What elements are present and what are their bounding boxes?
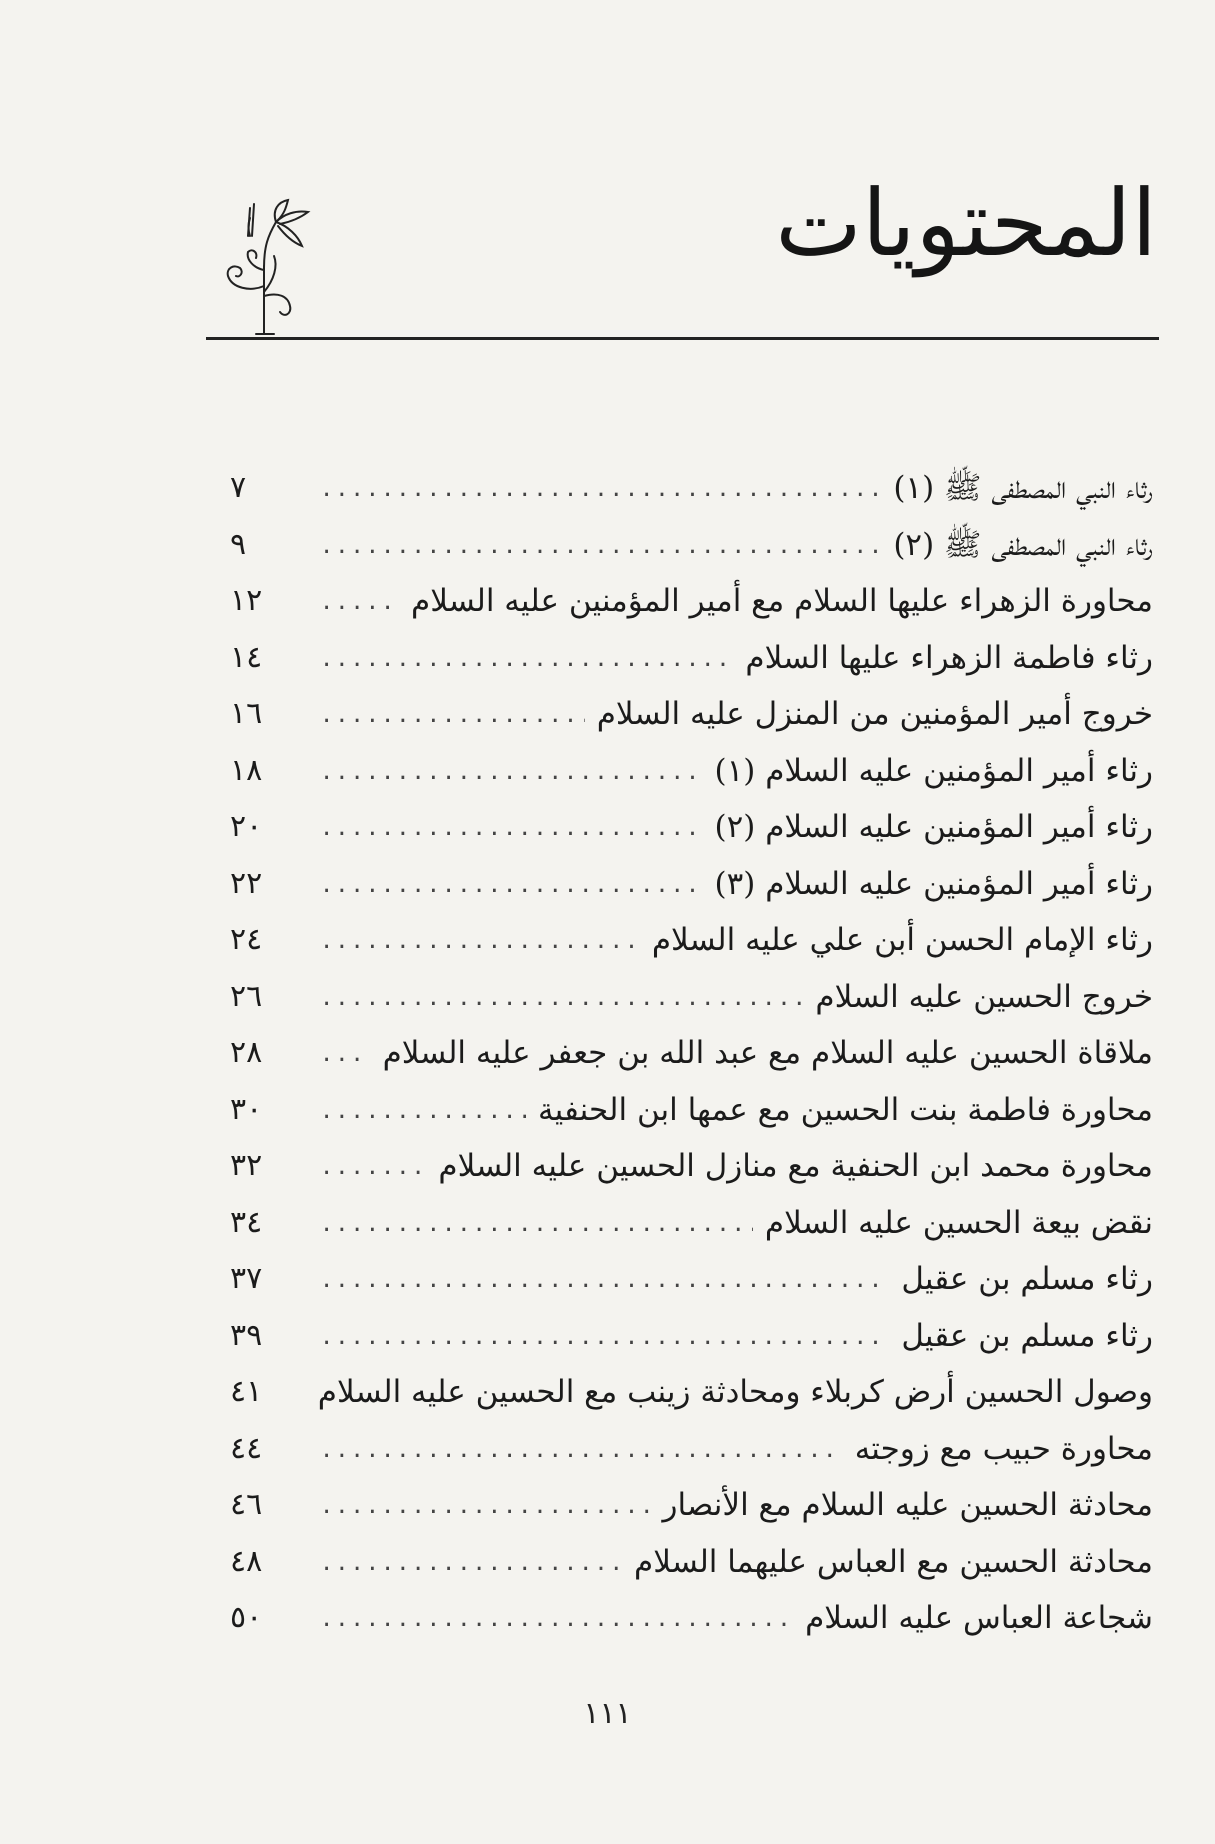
entry-title: محاورة فاطمة بنت الحسين مع عمها ابن الحنفية [526, 1090, 1153, 1130]
entry-page-number: ١٦ [230, 696, 263, 731]
entry-page-number: ٥٠ [230, 1600, 263, 1635]
entry-page-number: ٤٦ [230, 1487, 263, 1522]
entry-page-number: ١٤ [230, 639, 263, 675]
entry-title: رثاء فاطمة الزهراء عليها السلام [733, 638, 1153, 678]
toc-entry[interactable] [0, 745, 1215, 802]
entry-page-number: ٢٠ [230, 809, 263, 844]
entry-page-number: ٢٦ [230, 978, 263, 1014]
entry-title: وصول الحسين أرض كربلاء ومحادثة زينب مع الحسين عليه السلام [306, 1372, 1153, 1412]
entry-page-number: ٣٧ [230, 1261, 263, 1296]
toc-entry[interactable] [0, 1536, 1215, 1593]
entry-page-number: ٢٨ [230, 1035, 263, 1070]
entry-title: رثاء أمير المؤمنين عليه السلام (١) [703, 751, 1153, 791]
toc-entry[interactable] [0, 1084, 1215, 1141]
header-rule [206, 337, 1159, 340]
entry-page-number: ٩ [230, 526, 247, 562]
toc-entry[interactable] [0, 519, 1215, 576]
toc-entry[interactable] [0, 1366, 1215, 1423]
entry-title: رثاء الإمام الحسن أبن علي عليه السلام [640, 920, 1153, 960]
entry-page-number: ٣٢ [230, 1148, 263, 1183]
entry-title: رثاء النبي المصطفى ﷺ (١) [881, 468, 1153, 508]
toc-entry[interactable] [0, 688, 1215, 745]
entry-page-number: ٤١ [230, 1374, 263, 1409]
entry-page-number: ١٨ [230, 752, 263, 788]
entry-title: خروج الحسين عليه السلام [803, 977, 1153, 1017]
entry-title: شجاعة العباس عليه السلام [793, 1598, 1153, 1638]
entry-page-number: ٢٢ [230, 865, 263, 901]
toc-entry[interactable] [0, 858, 1215, 915]
entry-title: رثاء مسلم بن عقيل [889, 1259, 1153, 1299]
toc-entry[interactable] [0, 1423, 1215, 1480]
entry-page-number: ٤٤ [230, 1430, 263, 1466]
entry-page-number: ٣٠ [230, 1091, 263, 1127]
toc-entry[interactable] [0, 575, 1215, 632]
entry-page-number: ٧ [230, 470, 247, 505]
entry-page-number: ٤٨ [230, 1543, 263, 1579]
toc-entry[interactable] [0, 1592, 1215, 1649]
entry-title: محاورة محمد ابن الحنفية مع منازل الحسين عليه السلام [426, 1146, 1153, 1186]
toc-entry[interactable] [0, 1197, 1215, 1254]
toc-entry[interactable] [0, 1253, 1215, 1310]
page-title: المحتويات [775, 170, 1157, 277]
entry-title: ملاقاة الحسين عليه السلام مع عبد الله بن جعفر عليه السلام [371, 1033, 1153, 1073]
toc-entry[interactable] [0, 1027, 1215, 1084]
entry-page-number: ٣٩ [230, 1317, 263, 1353]
entry-title: محادثة الحسين عليه السلام مع الأنصار [650, 1485, 1153, 1525]
entry-title: رثاء أمير المؤمنين عليه السلام (٣) [703, 864, 1153, 904]
entry-title: رثاء النبي المصطفى ﷺ (٢) [881, 525, 1153, 565]
toc-entry[interactable] [0, 801, 1215, 858]
footer-page-number: ١١١ [583, 1696, 632, 1731]
toc-entry[interactable] [0, 1479, 1215, 1536]
entry-page-number: ٢٤ [230, 922, 263, 957]
entry-title: رثاء أمير المؤمنين عليه السلام (٢) [703, 807, 1153, 847]
table-of-contents [0, 462, 1215, 1649]
toc-entry[interactable] [0, 632, 1215, 689]
entry-title: محادثة الحسين مع العباس عليهما السلام [622, 1542, 1153, 1582]
toc-entry[interactable] [0, 914, 1215, 971]
toc-entry[interactable] [0, 1310, 1215, 1367]
entry-title: محاورة حبيب مع زوجته [843, 1429, 1153, 1469]
entry-page-number: ١٢ [230, 583, 263, 618]
entry-title: محاورة الزهراء عليها السلام مع أمير المؤمنين عليه السلام [399, 581, 1153, 621]
toc-entry[interactable] [0, 971, 1215, 1028]
entry-title: خروج أمير المؤمنين من المنزل عليه السلام [585, 694, 1153, 734]
entry-title: رثاء مسلم بن عقيل [889, 1316, 1153, 1356]
entry-title: نقض بيعة الحسين عليه السلام [753, 1203, 1153, 1243]
toc-entry[interactable] [0, 1140, 1215, 1197]
entry-page-number: ٣٤ [230, 1204, 263, 1240]
lily-flower-icon [218, 196, 320, 336]
toc-entry[interactable] [0, 462, 1215, 519]
